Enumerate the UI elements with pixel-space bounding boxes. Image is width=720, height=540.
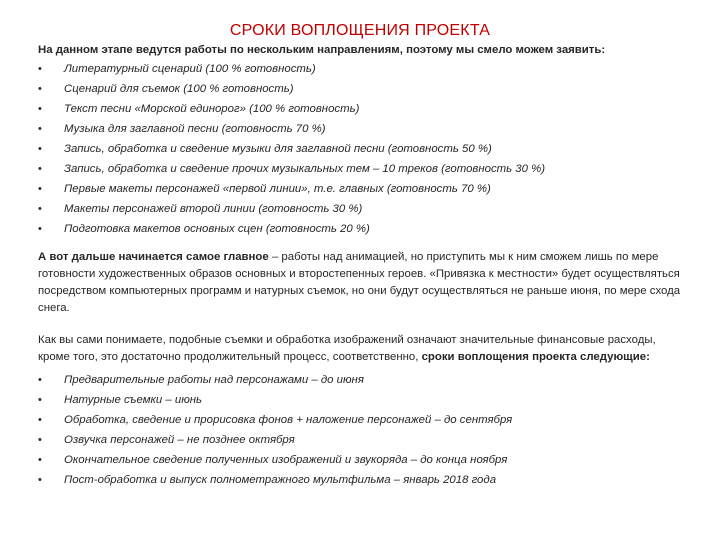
list-item-text: Сценарий для съемок (100 % готовность): [64, 83, 294, 95]
list-item: [38, 179, 683, 199]
list-item-text: Запись, обработка и сведение прочих музыкальных тем – 10 треков (готовность 30 %): [64, 163, 546, 175]
list-item: [38, 410, 683, 430]
list-item-text: Литературный сценарий (100 % готовность): [64, 63, 316, 75]
bullet-icon: •: [38, 394, 42, 406]
list-item-text: Подготовка макетов основных сцен (готовность 20 %): [64, 223, 370, 235]
list-item-text: Запись, обработка и сведение музыки для заглавной песни (готовность 50 %): [64, 143, 492, 155]
timeline-intro-paragraph: [38, 332, 683, 366]
page-title: СРОКИ ВОПЛОЩЕНИЯ ПРОЕКТА: [229, 22, 491, 39]
list-item: [38, 159, 683, 179]
list-item: [38, 219, 683, 239]
bullet-icon: •: [38, 223, 42, 235]
list-item-text: Натурные съемки – июнь: [64, 394, 203, 406]
bullet-icon: •: [38, 83, 42, 95]
animation-paragraph: [38, 249, 683, 317]
spacer: [38, 317, 683, 332]
list-item-text: Предварительные работы над персонажами – до июня: [64, 374, 364, 386]
list-item: [38, 450, 683, 470]
bullet-icon: •: [38, 374, 42, 386]
bullet-icon: •: [38, 63, 42, 75]
bullet-icon: •: [38, 414, 42, 426]
list-item-text: Музыка для заглавной песни (готовность 70 %): [64, 123, 326, 135]
spacer: [38, 239, 683, 249]
list-item-text: Текст песни «Морской единорог» (100 % готовность): [64, 103, 360, 115]
list-item-text: Озвучка персонажей – не позднее октября: [64, 434, 295, 446]
bullet-icon: •: [38, 123, 42, 135]
timeline-list: [38, 370, 683, 490]
bullet-icon: •: [38, 434, 42, 446]
list-item-text: Первые макеты персонажей «первой линии», т.е. главных (готовность 70 %): [64, 183, 491, 195]
list-item: [38, 430, 683, 450]
list-item: [38, 79, 683, 99]
list-item: [38, 199, 683, 219]
bullet-icon: •: [38, 474, 42, 486]
list-item: [38, 470, 683, 490]
bullet-icon: •: [38, 454, 42, 466]
bullet-icon: •: [38, 163, 42, 175]
list-item: [38, 139, 683, 159]
list-item: [38, 370, 683, 390]
list-item: [38, 99, 683, 119]
bullet-icon: •: [38, 103, 42, 115]
emphasis-text: А вот дальше начинается самое главное: [38, 251, 269, 263]
bullet-icon: •: [38, 143, 42, 155]
slide-body: [38, 42, 683, 490]
list-item-text: Обработка, сведение и прорисовка фонов + наложение персонажей – до сентября: [64, 414, 513, 426]
progress-list: [38, 59, 683, 239]
list-item-text: Пост-обработка и выпуск полнометражного мультфильма – январь 2018 года: [64, 474, 497, 486]
list-item: [38, 119, 683, 139]
paragraph-text: – работы над анимацией, но приступить мы к ним сможем лишь по мере готовности художественных образов основных и второстепенных героев. «Привязка к местности» будет осуществляться посредством компьютерных программ и натурных съемок, но они будут осуществляться не раньше июня, по мере схода снега.: [38, 251, 681, 314]
intro-text: На данном этапе ведутся работы по нескольким направлениям, поэтому мы смело можем заявить:: [38, 44, 606, 56]
bullet-icon: •: [38, 183, 42, 195]
list-item: [38, 59, 683, 79]
list-item-text: Окончательное сведение полученных изображений и звукоряда – до конца ноября: [64, 454, 508, 466]
list-item: [38, 390, 683, 410]
list-item-text: Макеты персонажей второй линии (готовность 30 %): [64, 203, 363, 215]
emphasis-text: сроки воплощения проекта следующие:: [421, 351, 650, 363]
bullet-icon: •: [38, 203, 42, 215]
paragraph-text: Как вы сами понимаете, подобные съемки и обработка изображений означают значительные финансовые расходы, кроме того, это достаточно продолжительный процесс, соответственно,: [38, 334, 656, 363]
